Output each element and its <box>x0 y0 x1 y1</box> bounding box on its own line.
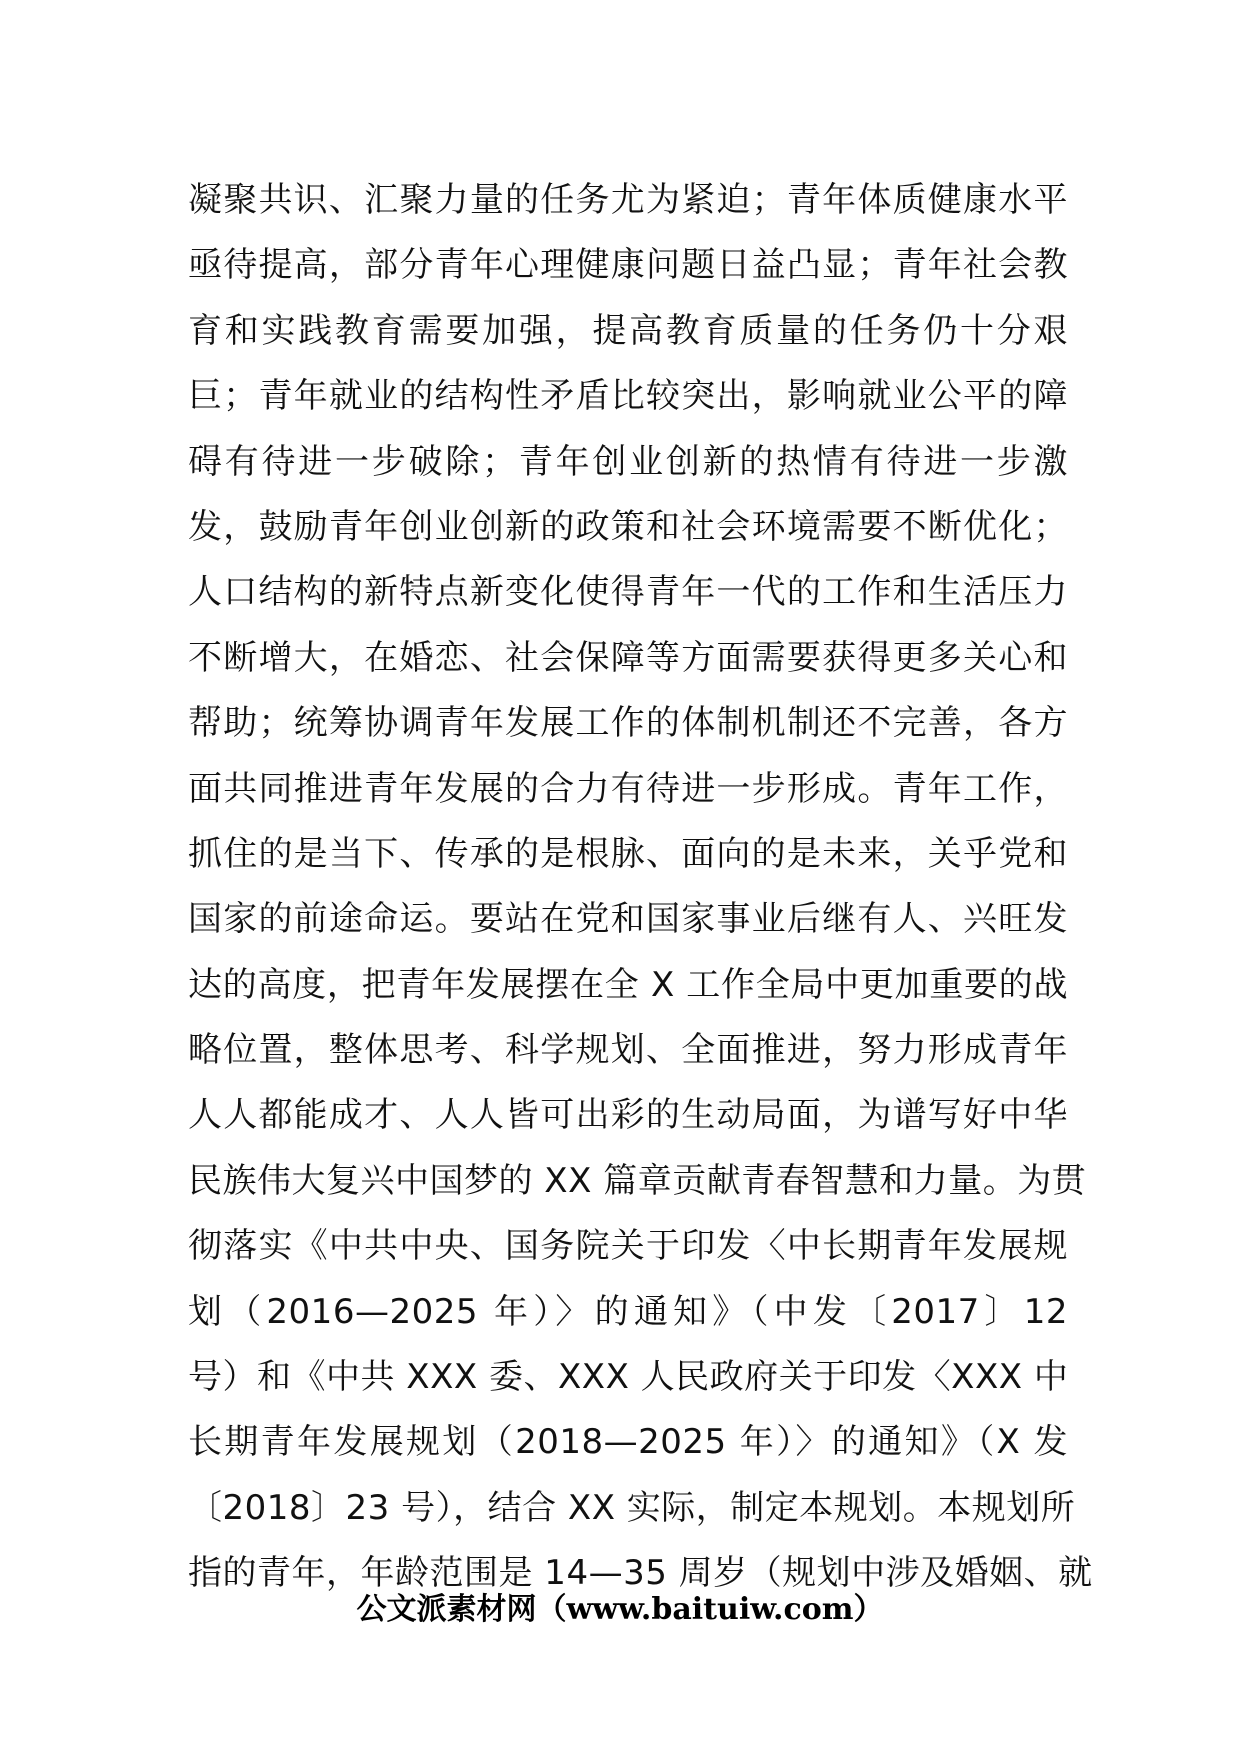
text-line: 育和实践教育需要加强，提高教育质量的任务仍十分艰 <box>188 310 1068 351</box>
text-line: 人人都能成才、人人皆可出彩的生动局面，为谱写好中华 <box>188 1095 1068 1136</box>
text-line: 〔2018〕23 号），结合 XX 实际，制定本规划。本规划所 <box>188 1487 1076 1528</box>
text-line: 不断增大，在婚恋、社会保障等方面需要获得更多关心和 <box>188 637 1068 678</box>
text-line: 民族伟大复兴中国梦的 XX 篇章贡献青春智慧和力量。为贯 <box>188 1160 1087 1201</box>
text-line: 指的青年，年龄范围是 14—35 周岁（规划中涉及婚姻、就 <box>188 1553 1093 1594</box>
text-line: 长期青年发展规划（2018—2025 年）〉的通知》（X 发 <box>188 1422 1068 1463</box>
footer-watermark: 公文派素材网（www.baituiw.com） <box>356 1592 884 1627</box>
text-line: 碍有待进一步破除；青年创业创新的热情有待进一步激 <box>188 441 1068 482</box>
text-line: 凝聚共识、汇聚力量的任务尤为紧迫；青年体质健康水平 <box>188 180 1068 220</box>
text-line: 彻落实《中共中央、国务院关于印发〈中长期青年发展规 <box>188 1226 1068 1267</box>
text-line: 划（2016—2025 年）〉的通知》（中发〔2017〕12 <box>188 1291 1068 1332</box>
text-line: 达的高度，把青年发展摆在全 X 工作全局中更加重要的战 <box>188 964 1068 1005</box>
text-line: 号）和《中共 XXX 委、XXX 人民政府关于印发〈XXX 中 <box>188 1357 1069 1398</box>
text-line: 巨；青年就业的结构性矛盾比较突出，影响就业公平的障 <box>188 376 1068 417</box>
text-line: 抓住的是当下、传承的是根脉、面向的是未来，关乎党和 <box>188 833 1068 874</box>
text-line: 帮助；统筹协调青年发展工作的体制机制还不完善，各方 <box>188 703 1068 744</box>
text-line: 国家的前途命运。要站在党和国家事业后继有人、兴旺发 <box>188 899 1068 940</box>
text-line: 面共同推进青年发展的合力有待进一步形成。青年工作， <box>188 768 1068 809</box>
text-line: 略位置，整体思考、科学规划、全面推进，努力形成青年 <box>188 1030 1068 1071</box>
text-line: 发，鼓励青年创业创新的政策和社会环境需要不断优化； <box>188 506 1068 547</box>
text-line: 人口结构的新特点新变化使得青年一代的工作和生活压力 <box>188 572 1068 613</box>
body-text <box>188 168 1093 1607</box>
text-line: 亟待提高，部分青年心理健康问题日益凸显；青年社会教 <box>188 245 1068 286</box>
